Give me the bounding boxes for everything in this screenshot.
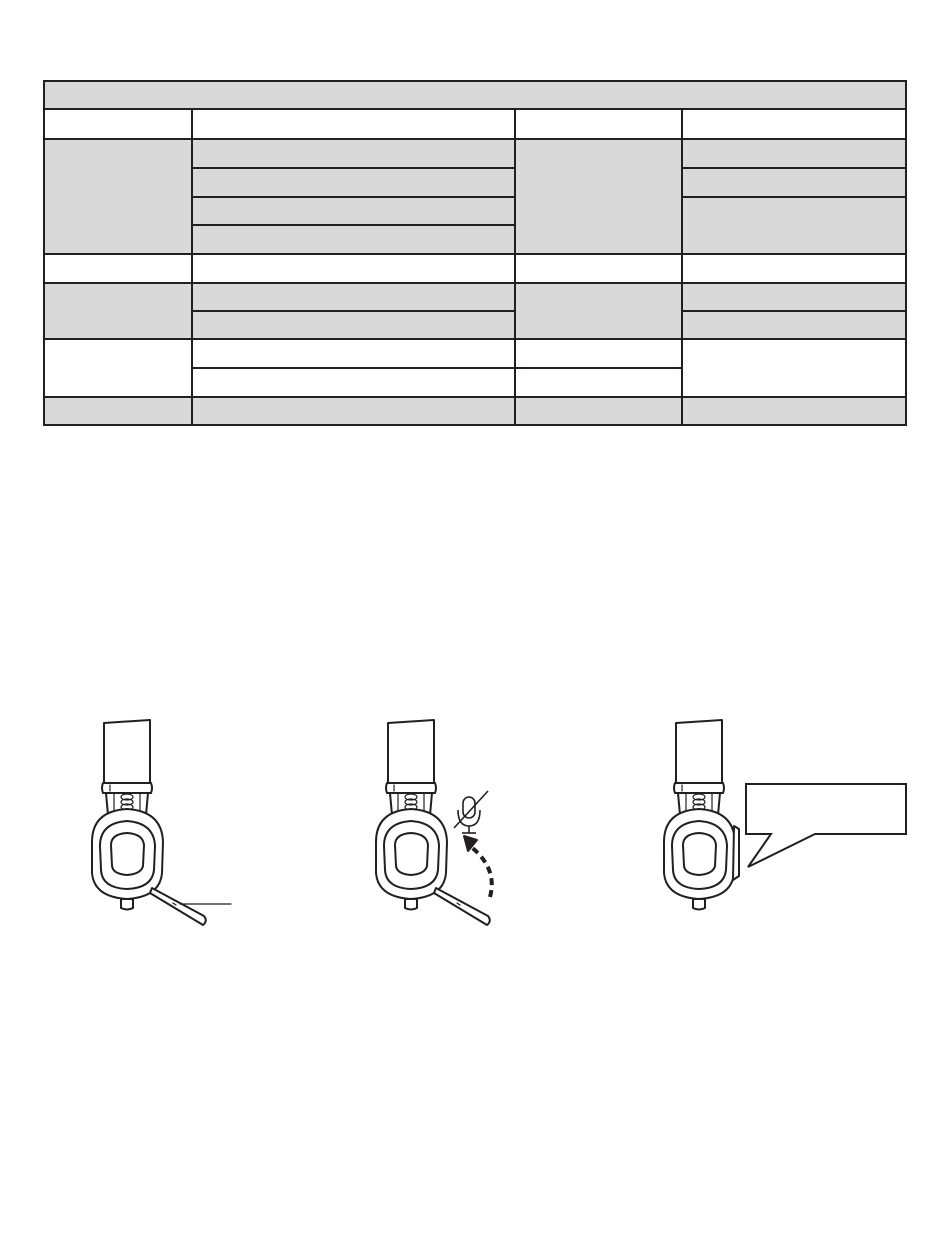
headset-mic-up-muted-icon xyxy=(376,720,492,925)
table-grid xyxy=(44,81,906,425)
mic-muted-icon xyxy=(454,791,488,833)
table-title-bar xyxy=(44,81,906,109)
spec-table xyxy=(44,81,906,425)
raise-arrow xyxy=(470,846,492,897)
headset-mic-down-icon xyxy=(92,720,231,925)
callout-bubble xyxy=(746,784,906,867)
table-shaded-group-3 xyxy=(44,397,906,425)
headset-side-button-icon xyxy=(664,720,739,910)
